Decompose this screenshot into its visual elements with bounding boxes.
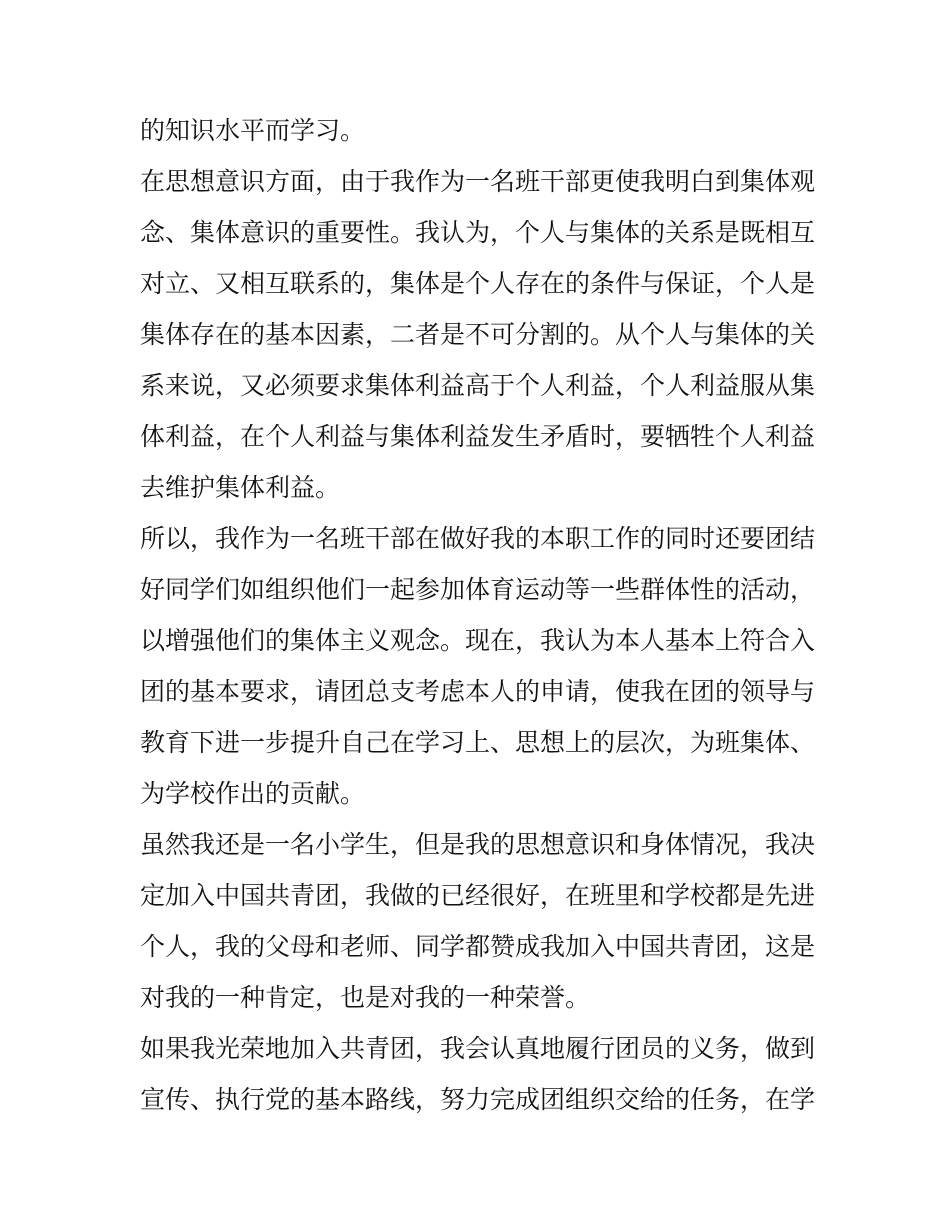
text-line: 对我的一种肯定，也是对我的一种荣誉。 bbox=[140, 983, 591, 1012]
text-line: 个人，我的父母和老师、同学都赞成我加入中国共青团，这是 bbox=[140, 932, 816, 961]
text-line: 教育下进一步提升自己在学习上、思想上的层次，为班集体、 bbox=[140, 728, 816, 757]
text-line: 所以，我作为一名班干部在做好我的本职工作的同时还要团结 bbox=[140, 524, 816, 553]
text-line: 系来说，又必须要求集体利益高于个人利益，个人利益服从集 bbox=[140, 371, 816, 400]
text-line: 定加入中国共青团，我做的已经很好，在班里和学校都是先进 bbox=[140, 881, 816, 910]
text-line: 对立、又相互联系的，集体是个人存在的条件与保证，个人是 bbox=[140, 269, 816, 298]
text-line: 去维护集体利益。 bbox=[140, 473, 341, 502]
text-line: 以增强他们的集体主义观念。现在，我认为本人基本上符合入 bbox=[140, 626, 816, 655]
paragraph-4 bbox=[140, 819, 820, 1023]
text-line: 的知识水平而学习。 bbox=[140, 116, 366, 145]
text-line: 宣传、执行党的基本路线，努力完成团组织交给的任务，在学 bbox=[140, 1085, 816, 1114]
document-body bbox=[140, 105, 820, 1125]
text-line: 好同学们如组织他们一起参加体育运动等一些群体性的活动， bbox=[140, 575, 816, 604]
paragraph-5 bbox=[140, 1023, 820, 1125]
paragraph-3 bbox=[140, 513, 820, 819]
text-line: 团的基本要求，请团总支考虑本人的申请，使我在团的领导与 bbox=[140, 677, 816, 706]
paragraph-1 bbox=[140, 105, 820, 156]
paragraph-2 bbox=[140, 156, 820, 513]
text-line: 集体存在的基本因素，二者是不可分割的。从个人与集体的关 bbox=[140, 320, 816, 349]
text-line: 虽然我还是一名小学生，但是我的思想意识和身体情况，我决 bbox=[140, 830, 816, 859]
text-line: 体利益，在个人利益与集体利益发生矛盾时，要牺牲个人利益 bbox=[140, 422, 816, 451]
text-line: 念、集体意识的重要性。我认为，个人与集体的关系是既相互 bbox=[140, 218, 816, 247]
text-line: 如果我光荣地加入共青团，我会认真地履行团员的义务，做到 bbox=[140, 1034, 816, 1063]
text-line: 在思想意识方面，由于我作为一名班干部更使我明白到集体观 bbox=[140, 167, 816, 196]
text-line: 为学校作出的贡献。 bbox=[140, 779, 366, 808]
